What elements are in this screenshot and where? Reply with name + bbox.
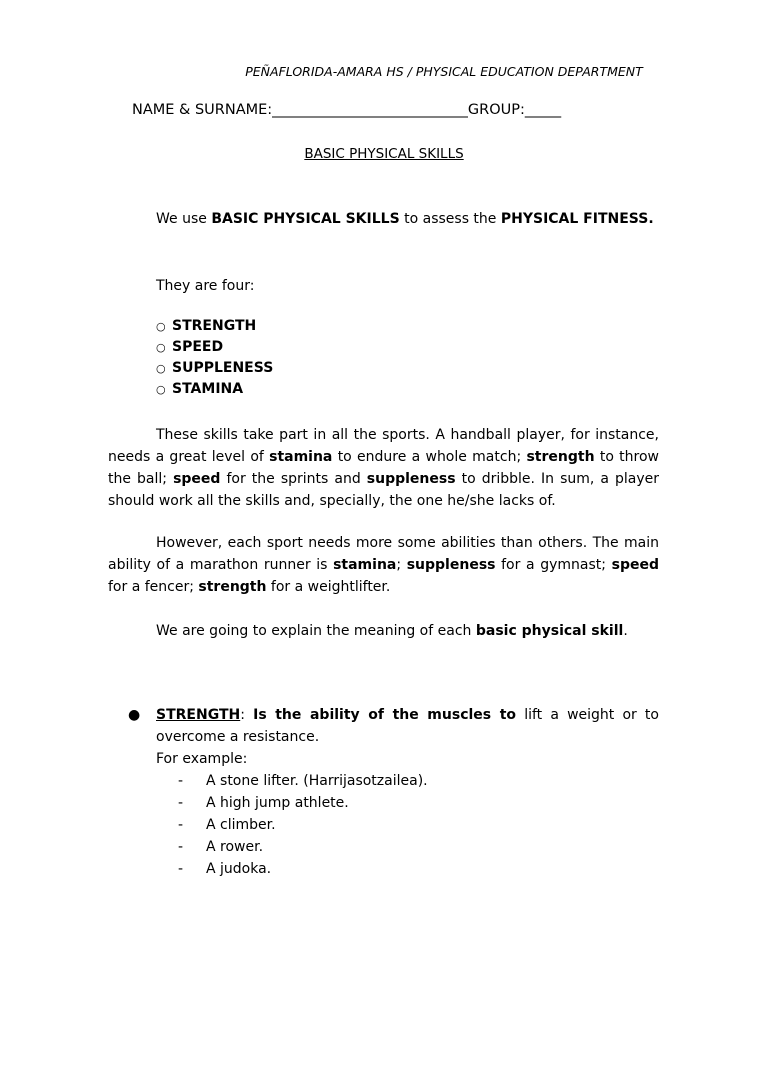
name-group-line: NAME & SURNAME:___________________________GROUP:_____ [132, 102, 562, 118]
sports-paragraph [108, 424, 659, 512]
intro-text-1: We use [156, 211, 207, 227]
page-title: BASIC PHYSICAL SKILLS [304, 146, 464, 162]
dash-bullet-icon: - [178, 817, 184, 833]
p2-text-i: to dribble. In sum, a player should work all the skills and, specially, the one he/she lacks of. [108, 471, 660, 509]
strength-body [156, 704, 659, 880]
intro-text-2: to assess the [404, 211, 497, 227]
strength-colon: : [240, 707, 245, 723]
p3-bold-suppleness: suppleness [406, 557, 496, 573]
strength-examples [156, 770, 659, 880]
intro-paragraph [108, 208, 659, 230]
p2-text-g: for the sprints and [226, 471, 361, 487]
p2-text-e: to throw the ball; [108, 449, 660, 487]
dash-bullet-icon: - [178, 773, 184, 789]
p2-text-c: to endure a whole match; [337, 449, 522, 465]
strength-definition [156, 704, 659, 748]
p3-bold-speed: speed [611, 557, 660, 573]
intro-bold-fitness: PHYSICAL FITNESS. [500, 211, 654, 227]
circle-bullet-icon: ○ [156, 362, 166, 375]
abilities-paragraph [108, 532, 659, 598]
list-item [156, 858, 659, 880]
p4-text-c: . [623, 623, 628, 639]
explain-paragraph [156, 620, 628, 642]
list-item [156, 792, 659, 814]
for-example-label: For example: [156, 751, 248, 767]
p3-text-i: for a weightlifter. [270, 579, 391, 595]
p4-bold-skill: basic physical skill [475, 623, 624, 639]
skill-label: STAMINA [172, 381, 244, 397]
dash-bullet-icon: - [178, 861, 184, 877]
p2-bold-stamina: stamina [269, 449, 333, 465]
p3-text-c: ; [396, 557, 402, 573]
list-item [156, 316, 273, 337]
list-item [156, 358, 273, 379]
dash-bullet-icon: - [178, 839, 184, 855]
p2-bold-strength: strength [526, 449, 595, 465]
p2-text-a: These skills take part in all the sports. A handball player, for instance, needs a great level of [108, 427, 659, 465]
circle-bullet-icon: ○ [156, 341, 166, 354]
example-text: A climber. [206, 817, 276, 833]
p2-bold-speed: speed [173, 471, 221, 487]
circle-bullet-icon: ○ [156, 320, 166, 333]
p3-bold-strength: strength [198, 579, 267, 595]
bullet-dot-icon: ● [128, 707, 141, 723]
p3-text-g: for a fencer; [108, 579, 194, 595]
list-item [156, 814, 659, 836]
circle-bullet-icon: ○ [156, 383, 166, 396]
p4-text-a: We are going to explain the meaning of each [156, 623, 472, 639]
example-text: A rower. [206, 839, 264, 855]
they-are-four: They are four: [156, 278, 255, 294]
skill-label: SPEED [172, 339, 224, 355]
department-header: PEÑAFLORIDA-AMARA HS / PHYSICAL EDUCATION DEPARTMENT [245, 64, 643, 79]
dash-bullet-icon: - [178, 795, 184, 811]
list-item [156, 770, 659, 792]
strength-def-rest: lift a weight or to overcome a resistance. [156, 707, 659, 745]
p2-bold-suppleness: suppleness [366, 471, 456, 487]
p3-bold-stamina: stamina [333, 557, 397, 573]
example-text: A stone lifter. (Harrijasotzailea). [206, 773, 428, 789]
p3-text-a: However, each sport needs more some abilities than others. The main ability of a marathon runner is [108, 535, 659, 573]
skill-label: SUPPLENESS [172, 360, 274, 376]
example-text: A high jump athlete. [206, 795, 349, 811]
list-item [156, 379, 273, 400]
p3-text-e: for a gymnast; [501, 557, 606, 573]
intro-bold-skills: BASIC PHYSICAL SKILLS [211, 211, 400, 227]
list-item [156, 337, 273, 358]
list-item [156, 836, 659, 858]
example-text: A judoka. [206, 861, 272, 877]
strength-term: STRENGTH [156, 707, 241, 723]
skill-label: STRENGTH [172, 318, 257, 334]
strength-def-bold: Is the ability of the muscles to [253, 707, 517, 723]
skills-list [156, 316, 273, 400]
